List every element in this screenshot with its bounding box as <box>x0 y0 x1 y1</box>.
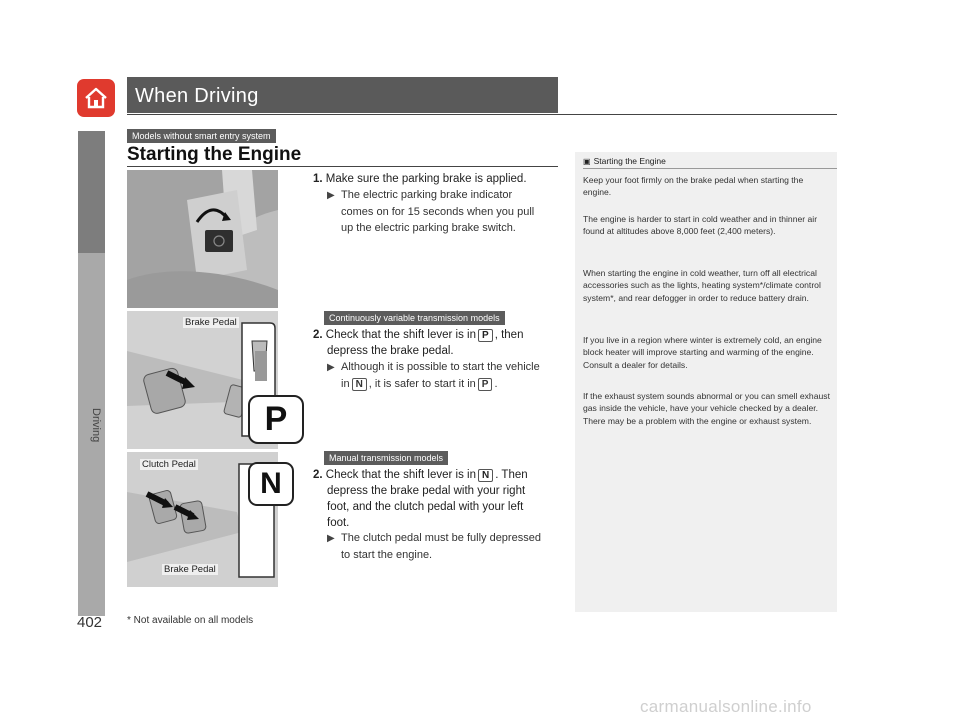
note-p1: Keep your foot firmly on the brake pedal when starting the engine. <box>583 175 804 198</box>
parking-brake-illustration <box>127 170 278 308</box>
chapter-label <box>84 408 104 468</box>
key-n: N <box>352 378 367 391</box>
section-rule <box>127 166 558 167</box>
step2-cvt-cont: depress the brake pedal. <box>327 345 454 357</box>
notes-heading: ▣ Starting the Engine <box>583 156 666 166</box>
note-p4: If you live in a region where winter is extremely cold, an engine block heater will improve starting and warming of the engine. Consult a dealer for details. <box>583 335 822 370</box>
section-title: Starting the Engine <box>127 144 302 165</box>
step2-cvt: 2. Check that the shift lever is in P , then <box>313 329 524 341</box>
note-p3: When starting the engine in cold weather, turn off all electrical accessories such as the lights, heating system*/climate control system*, and rear defogger in order to reduce battery drain. <box>583 268 821 303</box>
key-p: P <box>478 329 493 342</box>
key-p: P <box>478 378 493 391</box>
park-gear-callout <box>248 395 304 444</box>
triangle-right-icon: ▶ <box>327 362 335 373</box>
clutch-pedal-label: Clutch Pedal <box>142 459 196 470</box>
triangle-right-icon: ▶ <box>327 190 335 201</box>
neutral-gear-callout <box>248 462 294 506</box>
watermark: carmanualsonline.info <box>640 697 812 716</box>
step2-cvt-sub: ▶ Although it is possible to start the vehicle in N , it is safer to start it in P . <box>327 361 540 390</box>
step1-sub: ▶ The electric parking brake indicator comes on for 15 seconds when you pull up the electric parking brake switch. <box>327 189 535 234</box>
note-p5: If the exhaust system sounds abnormal or you can smell exhaust gas inside the vehicle, have your vehicle checked by a dealer. There may be a problem with the engine or exhaust system. <box>583 391 830 426</box>
step2-manual-cont: depress the brake pedal with your right foot, and the clutch pedal with your left foot. <box>327 485 526 529</box>
info-icon: ▣ <box>583 157 591 166</box>
page-number: 402 <box>77 614 103 631</box>
park-gear-letter: P <box>264 400 288 438</box>
chapter-tab-active[interactable] <box>78 131 105 253</box>
note-p2: The engine is harder to start in cold weather and in thinner air found at altitudes above 8,000 feet (2,400 meters). <box>583 214 818 237</box>
step2-manual: 2. Check that the shift lever is in N . Then <box>313 469 528 481</box>
neutral-gear-letter: N <box>260 467 282 500</box>
step1 <box>313 171 527 187</box>
triangle-right-icon: ▶ <box>327 533 335 544</box>
brake-pedal-label: Brake Pedal <box>185 317 237 328</box>
home-button[interactable] <box>77 79 115 117</box>
model-tag: Models without smart entry system <box>127 129 276 143</box>
brake-pedal-label-2: Brake Pedal <box>164 564 216 575</box>
step1-number: 1. <box>313 173 323 185</box>
page-title: When Driving <box>135 85 259 107</box>
key-n: N <box>478 469 493 482</box>
step1-text: Make sure the parking brake is applied. <box>325 173 527 185</box>
header-bar <box>127 77 558 113</box>
notes-rule <box>583 168 837 169</box>
footnote: * Not available on all models <box>127 615 254 626</box>
cvt-tag: Continuously variable transmission models <box>324 311 505 325</box>
home-icon <box>83 86 109 110</box>
chapter-label-text: Driving <box>90 408 102 443</box>
manual-tag: Manual transmission models <box>324 451 448 465</box>
header-rule <box>127 114 837 115</box>
step2-manual-sub: ▶ The clutch pedal must be fully depressed to start the engine. <box>327 532 541 561</box>
